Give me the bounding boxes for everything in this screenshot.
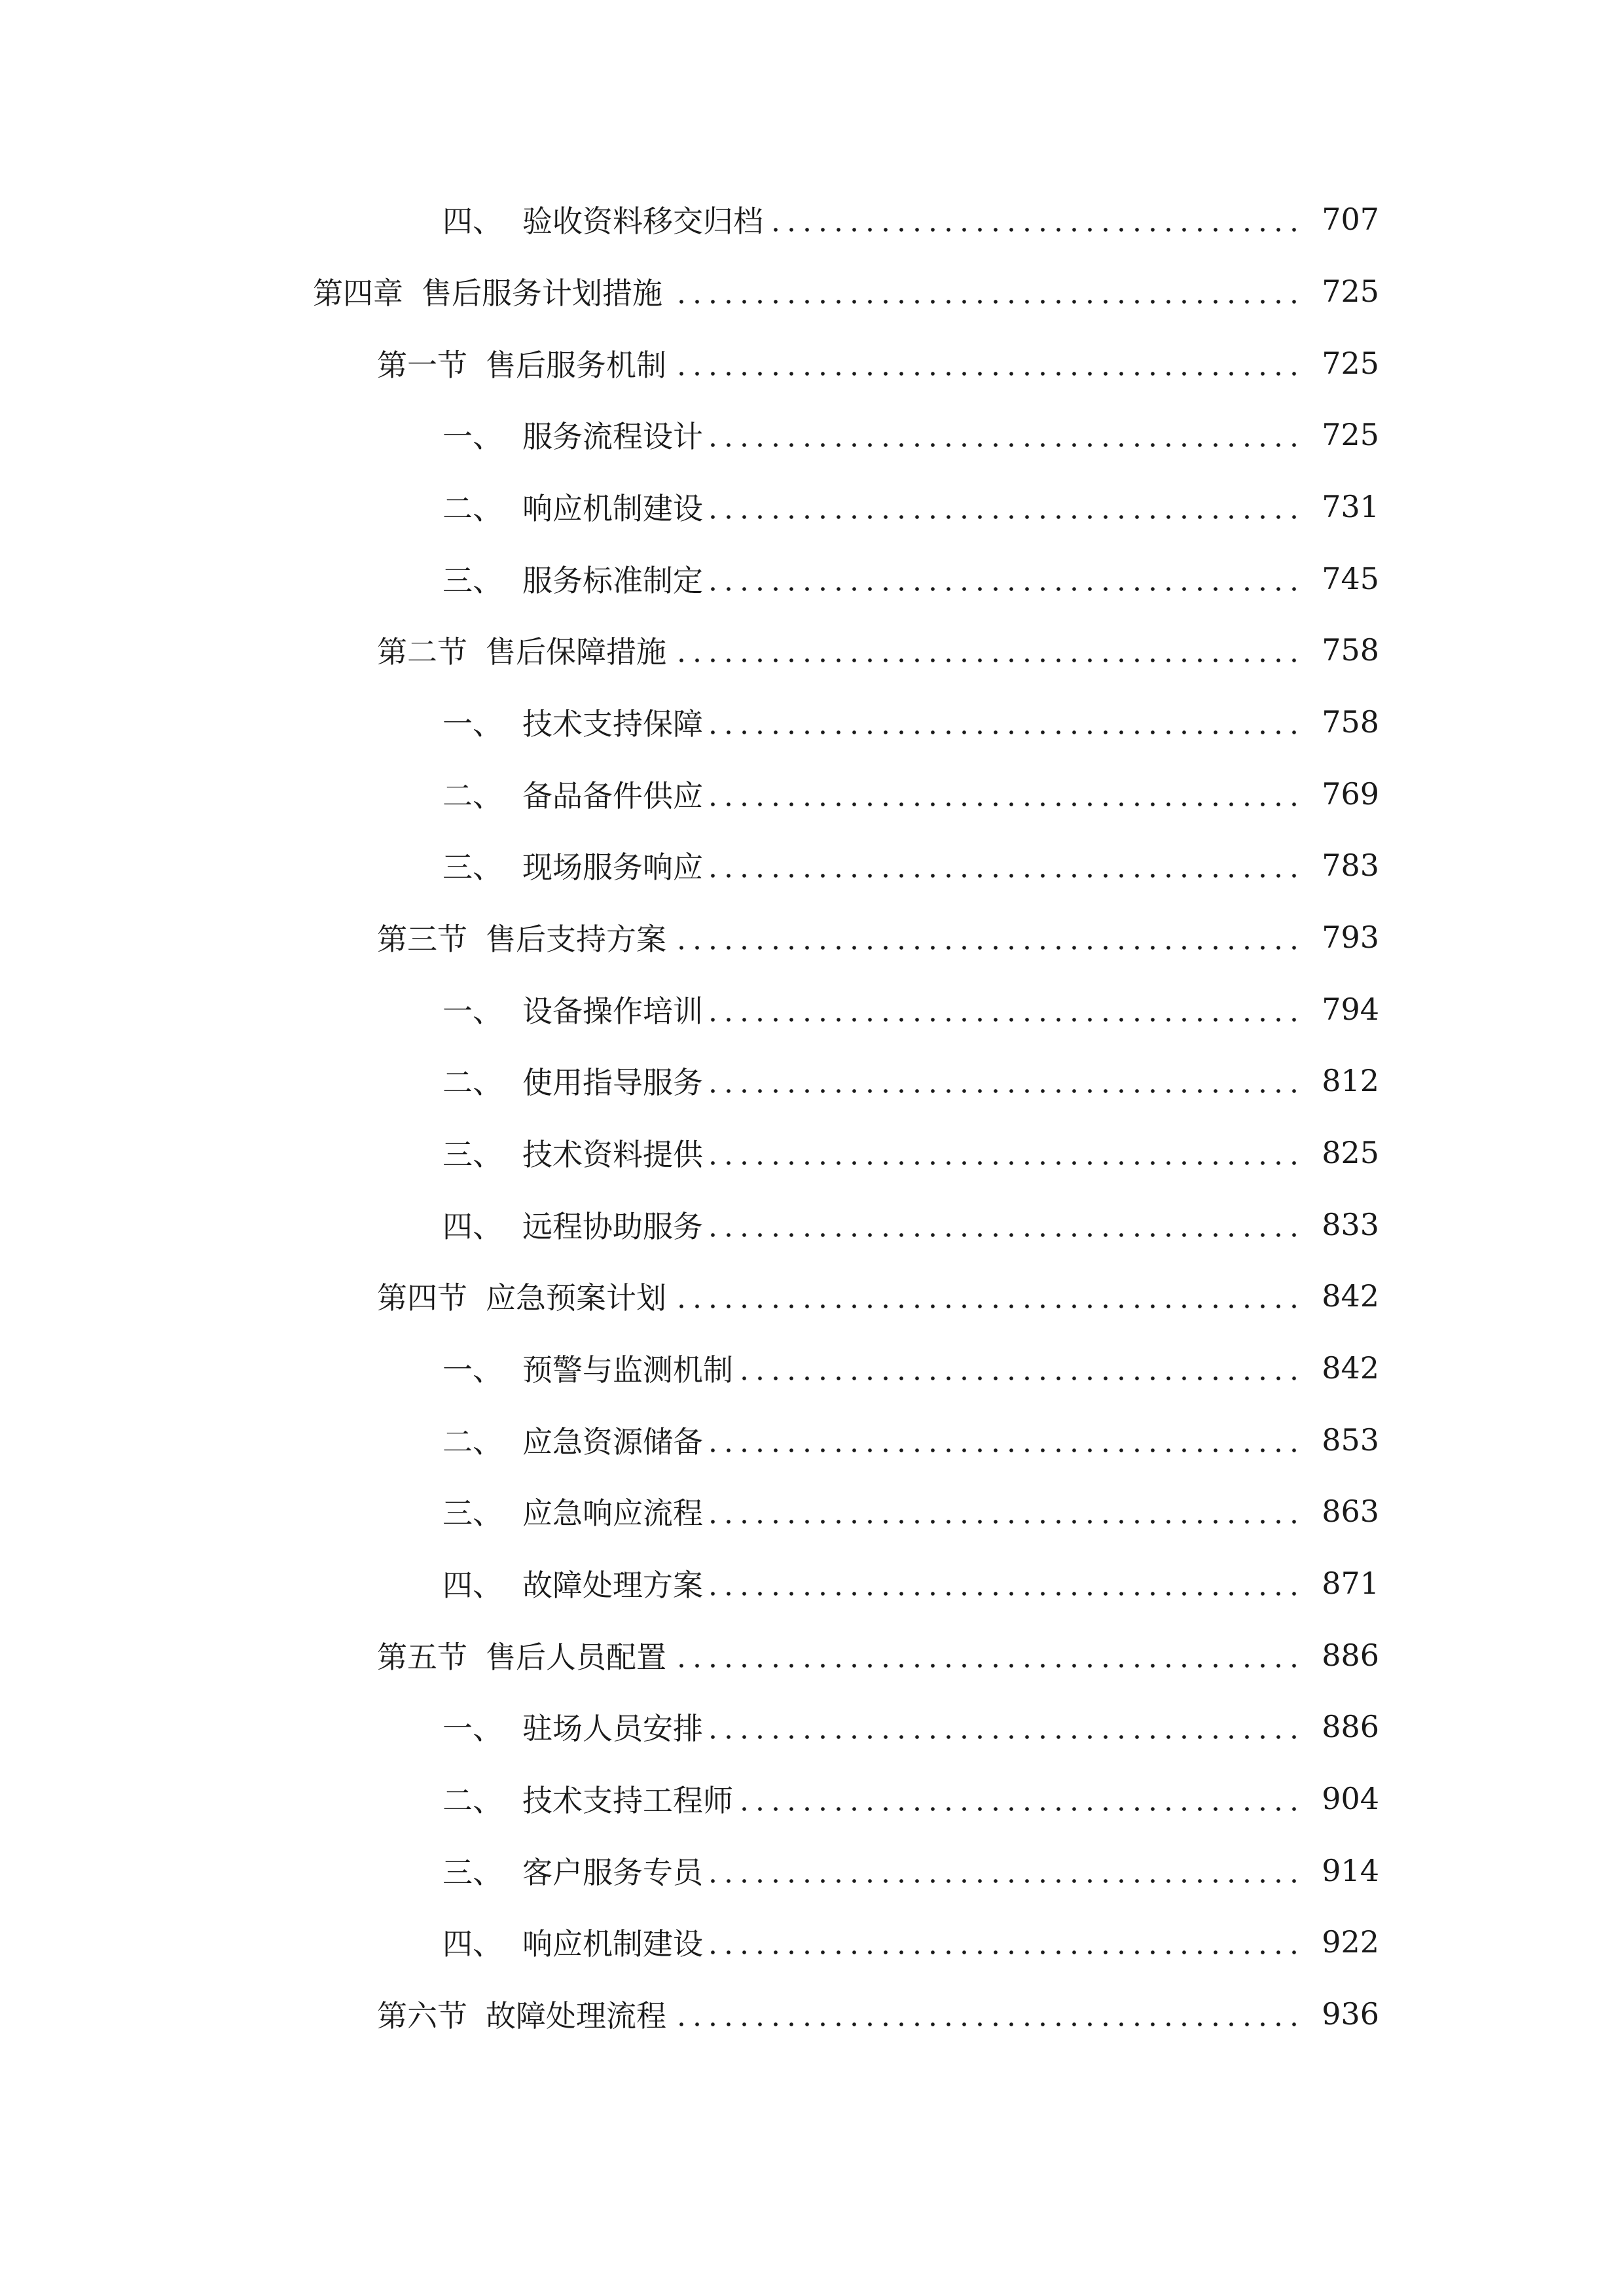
toc-entry-page: 842: [1322, 1350, 1379, 1386]
dot-leader: [710, 1051, 1302, 1110]
toc-entry-page: 725: [1322, 274, 1379, 309]
toc-entry-number: 二、: [442, 1783, 503, 1818]
toc-entry-title: 应急预案计划: [486, 1280, 666, 1316]
toc-entry-title: 预警与监测机制: [522, 1352, 733, 1388]
toc-entry[interactable]: [0, 1410, 1624, 1469]
toc-entry-title: 客户服务专员: [522, 1855, 703, 1890]
toc-entry-title: 设备操作培训: [522, 994, 703, 1029]
toc-entry-title: 售后支持方案: [486, 922, 666, 957]
toc-entry-page: 833: [1322, 1207, 1379, 1242]
toc-entry-number: 第五节: [377, 1640, 467, 1675]
dot-leader: [710, 1410, 1302, 1469]
toc-entry[interactable]: [0, 1195, 1624, 1254]
dot-leader: [673, 334, 1302, 393]
toc-entry-title: 售后保障措施: [486, 634, 666, 670]
toc-entry-number: 一、: [442, 1352, 503, 1388]
toc-entry[interactable]: [0, 1626, 1624, 1685]
toc-entry-number: 二、: [442, 1065, 503, 1100]
toc-entry-title: 故障处理流程: [486, 1998, 666, 2034]
toc-entry-title: 技术支持保障: [522, 706, 703, 742]
toc-entry[interactable]: [0, 1912, 1624, 1971]
toc-entry-page: 783: [1322, 848, 1379, 883]
toc-entry-number: 四、: [442, 204, 503, 239]
toc-entry-number: 一、: [442, 1711, 503, 1746]
toc-entry-page: 707: [1322, 202, 1379, 237]
toc-entry-number: 第一节: [377, 348, 467, 383]
dot-leader: [740, 1338, 1302, 1397]
toc-entry[interactable]: [0, 1697, 1624, 1756]
dot-leader: [710, 1697, 1302, 1756]
toc-entry-number: 三、: [442, 1496, 503, 1531]
toc-entry-title: 技术支持工程师: [522, 1783, 733, 1818]
toc-entry[interactable]: [0, 1769, 1624, 1828]
toc-entry-number: 四、: [442, 1568, 503, 1603]
toc-entry[interactable]: [0, 1123, 1624, 1182]
toc-entry[interactable]: [0, 334, 1624, 393]
toc-entry[interactable]: [0, 908, 1624, 967]
toc-entry-number: 一、: [442, 994, 503, 1029]
toc-entry-page: 922: [1322, 1924, 1379, 1960]
toc-entry-page: 725: [1322, 346, 1379, 381]
toc-entry-number: 一、: [442, 706, 503, 742]
toc-entry[interactable]: [0, 764, 1624, 823]
toc-entry[interactable]: [0, 1338, 1624, 1397]
toc-entry-page: 731: [1322, 489, 1379, 524]
toc-entry-page: 794: [1322, 992, 1379, 1027]
dot-leader: [770, 190, 1302, 249]
toc-entry[interactable]: [0, 190, 1624, 249]
toc-entry-title: 技术资料提供: [522, 1137, 703, 1172]
toc-entry-page: 886: [1322, 1709, 1379, 1744]
toc-entry[interactable]: [0, 1482, 1624, 1541]
toc-entry-page: 725: [1322, 417, 1379, 452]
toc-entry-page: 758: [1322, 632, 1379, 668]
toc-entry-title: 售后服务机制: [486, 348, 666, 383]
toc-entry-title: 应急资源储备: [522, 1424, 703, 1460]
dot-leader: [673, 1984, 1302, 2043]
toc-entry-page: 825: [1322, 1135, 1379, 1170]
dot-leader: [710, 1841, 1302, 1900]
dot-leader: [710, 477, 1302, 536]
toc-entry[interactable]: [0, 405, 1624, 464]
toc-entry-page: 842: [1322, 1278, 1379, 1314]
toc-entry-number: 三、: [442, 563, 503, 598]
dot-leader: [673, 1626, 1302, 1685]
dot-leader: [673, 1266, 1302, 1325]
toc-entry-number: 二、: [442, 778, 503, 814]
toc-entry[interactable]: [0, 262, 1624, 321]
toc-entry-page: 769: [1322, 776, 1379, 812]
toc-entry-number: 三、: [442, 1855, 503, 1890]
toc-entry-title: 售后人员配置: [486, 1640, 666, 1675]
dot-leader: [673, 620, 1302, 679]
toc-entry[interactable]: [0, 1051, 1624, 1110]
toc-entry[interactable]: [0, 1841, 1624, 1900]
toc-entry[interactable]: [0, 620, 1624, 679]
toc-entry-number: 二、: [442, 1424, 503, 1460]
toc-entry-number: 第二节: [377, 634, 467, 670]
toc-entry-title: 验收资料移交归档: [522, 204, 763, 239]
toc-entry-title: 备品备件供应: [522, 778, 703, 814]
toc-entry[interactable]: [0, 477, 1624, 536]
toc-entry-page: 936: [1322, 1996, 1379, 2032]
toc-entry-page: 904: [1322, 1781, 1379, 1816]
toc-entry-page: 745: [1322, 561, 1379, 596]
dot-leader: [710, 692, 1302, 751]
dot-leader: [710, 405, 1302, 464]
toc-entry-title: 响应机制建设: [522, 1926, 703, 1962]
dot-leader: [710, 1912, 1302, 1971]
toc-entry-page: 886: [1322, 1638, 1379, 1673]
dot-leader: [710, 764, 1302, 823]
toc-entry-title: 应急响应流程: [522, 1496, 703, 1531]
dot-leader: [710, 836, 1302, 895]
toc-entry-page: 863: [1322, 1494, 1379, 1529]
toc-entry-number: 第四节: [377, 1280, 467, 1316]
toc-entry[interactable]: [0, 836, 1624, 895]
dot-leader: [740, 1769, 1302, 1828]
dot-leader: [710, 1195, 1302, 1254]
toc-entry-number: 一、: [442, 419, 503, 454]
dot-leader: [710, 1482, 1302, 1541]
toc-entry-page: 871: [1322, 1566, 1379, 1601]
toc-entry-page: 758: [1322, 704, 1379, 740]
toc-entry-title: 故障处理方案: [522, 1568, 703, 1603]
dot-leader: [669, 262, 1302, 321]
toc-entry-title: 使用指导服务: [522, 1065, 703, 1100]
toc-entry-number: 第六节: [377, 1998, 467, 2034]
dot-leader: [710, 980, 1302, 1039]
toc-entry[interactable]: [0, 1984, 1624, 2043]
toc-entry-number: 三、: [442, 850, 503, 885]
toc-entry-page: 812: [1322, 1063, 1379, 1098]
toc-entry-title: 现场服务响应: [522, 850, 703, 885]
toc-entry[interactable]: [0, 692, 1624, 751]
toc-entry-number: 第三节: [377, 922, 467, 957]
toc-entry-title: 售后服务计划措施: [422, 276, 662, 311]
toc-entry-title: 响应机制建设: [522, 491, 703, 526]
toc-entry-title: 服务流程设计: [522, 419, 703, 454]
toc-entry-number: 四、: [442, 1926, 503, 1962]
toc-entry[interactable]: [0, 980, 1624, 1039]
toc-entry-number: 二、: [442, 491, 503, 526]
toc-entry-number: 三、: [442, 1137, 503, 1172]
toc-entry-title: 驻场人员安排: [522, 1711, 703, 1746]
toc-entry[interactable]: [0, 549, 1624, 608]
toc-entry-page: 914: [1322, 1853, 1379, 1888]
toc-entry-page: 793: [1322, 920, 1379, 955]
dot-leader: [710, 1123, 1302, 1182]
dot-leader: [673, 908, 1302, 967]
dot-leader: [710, 549, 1302, 608]
toc-entry-title: 远程协助服务: [522, 1209, 703, 1244]
toc-entry[interactable]: [0, 1554, 1624, 1613]
toc-entry[interactable]: [0, 1266, 1624, 1325]
toc-entry-title: 服务标准制定: [522, 563, 703, 598]
toc-entry-number: 四、: [442, 1209, 503, 1244]
toc-entry-number: 第四章: [313, 276, 403, 311]
dot-leader: [710, 1554, 1302, 1613]
toc-entry-page: 853: [1322, 1422, 1379, 1458]
